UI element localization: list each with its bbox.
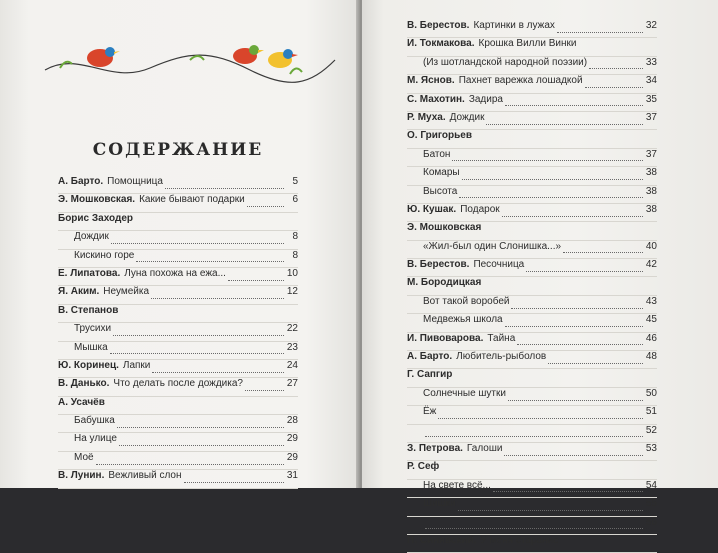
toc-author: И. Токмакова. (407, 38, 475, 50)
toc-page-number: 8 (292, 231, 298, 243)
toc-entry (407, 480, 657, 498)
toc-entry (58, 342, 298, 360)
toc-page-number: 46 (645, 332, 657, 344)
toc-page-number: 43 (645, 295, 657, 307)
toc-title: Галоши (466, 442, 503, 454)
toc-title: Дождик (74, 231, 109, 243)
toc-author: В. Степанов (58, 304, 119, 316)
toc-dot-leader (458, 503, 643, 511)
toc-entry (407, 333, 657, 351)
toc-entry (58, 194, 298, 212)
toc-title: Задира (468, 93, 503, 105)
toc-entry (407, 222, 657, 240)
toc-title: Вот такой воробей (423, 295, 510, 307)
toc-entry (407, 277, 657, 295)
toc-entry (407, 461, 657, 479)
toc-page-number: 52 (645, 424, 657, 436)
toc-right-list (407, 20, 657, 553)
toc-page-number: 5 (292, 176, 298, 187)
toc-entry (407, 186, 657, 204)
toc-dot-leader (504, 448, 643, 456)
toc-author: А. Барто. (407, 351, 453, 363)
toc-entry (58, 176, 298, 194)
toc-title: (Из шотландской народной поэзии) (423, 56, 588, 68)
toc-left-list (58, 176, 298, 489)
toc-page-number: 10 (286, 267, 298, 279)
toc-entry (407, 517, 657, 535)
toc-author: Ю. Кушак. (407, 203, 457, 215)
toc-page-number: 8 (292, 249, 298, 261)
toc-page-number: 40 (645, 240, 657, 252)
toc-author: А. Барто. (58, 176, 104, 187)
toc-author: В. Данько. (58, 378, 110, 390)
birds-illustration-icon (40, 30, 340, 90)
toc-page-number: 28 (286, 415, 298, 427)
toc-entry (58, 378, 298, 396)
toc-title: Солнечные шутки (423, 387, 506, 399)
toc-dot-leader (165, 181, 284, 189)
toc-page-number: 51 (645, 406, 657, 418)
toc-title: Бабушка (74, 415, 115, 427)
toc-page-number: 38 (645, 185, 657, 197)
toc-page-number: 48 (645, 351, 657, 363)
toc-page-number: 29 (286, 433, 298, 445)
toc-dot-leader (110, 346, 284, 354)
toc-dot-leader (113, 328, 284, 336)
toc-title: Ёж (423, 406, 437, 418)
toc-page-number: 6 (292, 194, 298, 206)
toc-dot-leader (228, 273, 284, 281)
toc-entry (407, 406, 657, 424)
toc-page-number: 35 (645, 93, 657, 105)
toc-author: Р. Сеф (407, 461, 440, 473)
toc-heading: СОДЕРЖАНИЕ (92, 140, 264, 160)
toc-page-number: 38 (645, 203, 657, 215)
toc-author: В. Берестов. (407, 20, 470, 31)
toc-title: У меня старание (480, 534, 559, 546)
toc-author: Е. Липатова. (58, 267, 121, 279)
toc-author: М. Бородицкая (407, 277, 482, 289)
toc-dot-leader (438, 411, 643, 419)
toc-entry (407, 443, 657, 461)
toc-title: Высота (423, 185, 458, 197)
toc-entry (407, 296, 657, 314)
toc-entry (407, 38, 657, 56)
toc-title: Пахнет варежка лошадкой (458, 75, 583, 87)
toc-title: Лапки (122, 359, 151, 371)
toc-entry (58, 433, 298, 451)
toc-dot-leader (184, 475, 285, 483)
toc-page-number: 29 (286, 451, 298, 463)
toc-entry (407, 149, 657, 167)
toc-title: Что делать после дождика? (113, 378, 243, 390)
toc-title: Батон (423, 148, 451, 160)
toc-entry (58, 231, 298, 249)
toc-dot-leader (505, 98, 643, 106)
toc-entry (58, 415, 298, 433)
toc-title: Кискино горе (74, 249, 135, 261)
toc-dot-leader (557, 25, 643, 33)
toc-dot-leader (96, 457, 284, 465)
toc-dot-leader (136, 254, 284, 262)
toc-entry (58, 323, 298, 341)
toc-entry (58, 250, 298, 268)
toc-entry (407, 498, 657, 516)
toc-title: Дождик (449, 111, 485, 123)
toc-page-number: 22 (286, 323, 298, 335)
toc-title: Вежливый слон (108, 470, 182, 482)
toc-title: «Жил-был один Слонишка...» (423, 240, 562, 252)
toc-title: Картинки в лужах (473, 20, 555, 31)
toc-page-number: 37 (645, 111, 657, 123)
toc-dot-leader (585, 80, 643, 88)
toc-entry (407, 369, 657, 387)
toc-page-number: 50 (645, 387, 657, 399)
toc-author: М. Яснов. (407, 75, 455, 87)
toc-page-number: 45 (645, 314, 657, 326)
toc-title: Неумейка (103, 286, 150, 298)
toc-author: Г. Сапгир (407, 369, 453, 381)
toc-entry (407, 57, 657, 75)
toc-author: Я. Аким. (58, 286, 100, 298)
toc-title: Шишки (423, 498, 456, 510)
toc-dot-leader (151, 291, 284, 299)
toc-dot-leader (425, 429, 643, 437)
toc-author: С. Махотин. (407, 93, 465, 105)
toc-dot-leader (502, 209, 643, 217)
toc-title: Тайна (487, 332, 516, 344)
toc-entry (407, 204, 657, 222)
toc-dot-leader (526, 264, 643, 272)
toc-title: На улице (74, 433, 117, 445)
toc-page-number: 24 (286, 359, 298, 371)
toc-author: А. Усачёв (58, 396, 105, 408)
toc-page-number: 56 (645, 516, 657, 528)
toc-dot-leader (511, 301, 643, 309)
toc-page-number: 53 (645, 442, 657, 454)
toc-author: П. Синявский. (407, 534, 477, 546)
toc-entry (407, 535, 657, 553)
toc-page-number: 31 (286, 470, 298, 482)
toc-dot-leader (517, 337, 643, 345)
toc-dot-leader (452, 153, 643, 161)
toc-entry (407, 75, 657, 93)
toc-title: Помощница (107, 176, 163, 187)
toc-author: Э. Мошковская. (58, 194, 136, 206)
toc-entry (58, 213, 298, 231)
toc-entry (407, 167, 657, 185)
toc-title: Мышка (74, 341, 108, 353)
toc-dot-leader (563, 245, 643, 253)
toc-entry (407, 241, 657, 259)
toc-entry (58, 268, 298, 286)
toc-title: Любитель-рыболов (456, 351, 547, 363)
toc-page-number: 42 (645, 259, 657, 271)
toc-dot-leader (425, 521, 643, 529)
toc-dot-leader (117, 420, 284, 428)
toc-dot-leader (111, 236, 284, 244)
toc-page-number: 33 (645, 56, 657, 68)
toc-dot-leader (508, 393, 643, 401)
toc-dot-leader (548, 356, 643, 364)
toc-page-number: 32 (645, 20, 657, 31)
right-page (362, 0, 718, 546)
toc-entry (58, 286, 298, 304)
toc-title: На свете всё... (423, 479, 491, 491)
toc-page-number: 34 (645, 75, 657, 87)
toc-entry (58, 360, 298, 378)
toc-title: Луна похожа на ежа... (124, 267, 226, 279)
toc-author: О. Григорьев (407, 130, 472, 142)
left-page (0, 0, 360, 488)
toc-page-number: 37 (645, 148, 657, 160)
toc-page-number: 27 (286, 378, 298, 390)
toc-page-number: 54 (645, 479, 657, 491)
toc-author: Р. Муха. (407, 111, 446, 123)
toc-author: И. Пивоварова. (407, 332, 484, 344)
toc-page-number: 38 (645, 167, 657, 179)
toc-dot-leader (245, 383, 284, 391)
toc-entry (407, 425, 657, 443)
toc-dot-leader (589, 61, 643, 69)
toc-title: Комары (423, 167, 460, 179)
toc-title: Подарок (460, 203, 500, 215)
toc-dot-leader (505, 319, 643, 327)
toc-page-number: 55 (645, 498, 657, 510)
toc-author: Ю. Коринец. (58, 359, 119, 371)
toc-entry (407, 112, 657, 130)
toc-title: Песочница (473, 259, 525, 271)
toc-title: Трусихи (74, 323, 112, 335)
toc-entry (407, 388, 657, 406)
toc-title: Крошка Вилли Винки (478, 38, 577, 50)
toc-entry (58, 452, 298, 470)
toc-page-number: 23 (286, 341, 298, 353)
toc-author: Борис Заходер (58, 212, 134, 224)
toc-dot-leader (493, 484, 643, 492)
toc-entry (407, 130, 657, 148)
toc-author: З. Петрова. (407, 442, 463, 454)
toc-dot-leader (459, 190, 643, 198)
toc-entry (407, 351, 657, 369)
toc-title: Медвежья школа (423, 314, 503, 326)
toc-title: Какие бывают подарки (139, 194, 245, 206)
toc-title: Моё (74, 451, 94, 463)
toc-dot-leader (152, 365, 284, 373)
toc-entry (58, 305, 298, 323)
toc-entry (407, 314, 657, 332)
toc-author: Э. Мошковская (407, 222, 482, 234)
toc-entry (407, 259, 657, 277)
toc-author: В. Лунин. (58, 470, 105, 482)
toc-dot-leader (247, 199, 284, 207)
toc-page-number: 12 (286, 286, 298, 298)
toc-entry (407, 20, 657, 38)
toc-dot-leader (462, 172, 643, 180)
toc-author: В. Берестов. (407, 259, 470, 271)
toc-dot-leader (119, 438, 284, 446)
toc-entry (407, 94, 657, 112)
toc-entry (58, 470, 298, 488)
toc-dot-leader (486, 117, 643, 125)
toc-entry (58, 397, 298, 415)
